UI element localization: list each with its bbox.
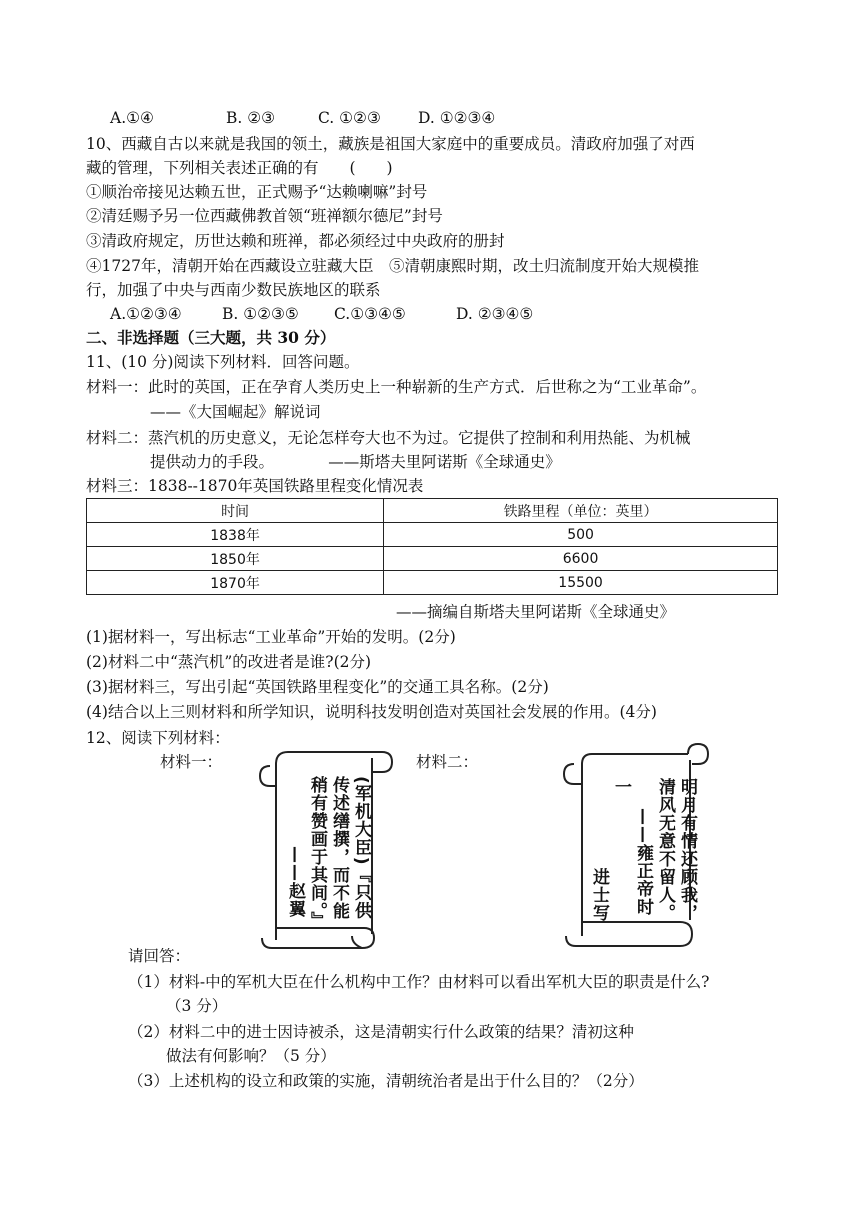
q9-option-a: A.①④ [110,109,154,127]
q10-item-3: ③清政府规定，历世达赖和班禅，都必须经过中央政府的册封 [86,232,505,250]
q10-item-1: ①顺治帝接见达赖五世，正式赐予“达赖喇嘛”封号 [86,183,428,201]
q11-material-2-line2: 提供动力的手段。 ——斯塔夫里阿诺斯《全球通史》 [150,453,561,471]
q11-material-2-line1: 材料二：蒸汽机的历史意义，无论怎样夸大也不为过。它提供了控制和利用热能、为机械 [86,429,691,447]
q9-options [110,108,495,128]
q12-stem: 12、阅读下列材料： [86,729,230,747]
table-row [87,523,778,547]
q10-stem-line1: 10、西藏自古以来就是我国的领土，藏族是祖国大家庭中的重要成员。清政府加强了对西 [86,135,695,153]
scroll-2-col-3: ——雍正帝时一 [611,778,653,916]
q12-material-1-label: 材料一： [160,753,223,771]
q9-option-d: D. ①②③④ [418,109,496,127]
q12-sub-3: （3）上述机构的设立和政策的实施，清朝统治者是出于什么目的？（2分） [128,1072,644,1090]
q10-item-2: ②清廷赐予另一位西藏佛教首领“班禅额尔德尼”封号 [86,207,443,225]
scroll-2-col-1: 明月有情还顾我， [677,778,697,922]
q11-sub-2: (2)材料二中“蒸汽机”的改进者是谁?(2分) [86,653,372,671]
table-header-row [87,499,778,523]
q10-item-4: ④1727年，清朝开始在西藏设立驻藏大臣 ⑤清朝康熙时期，改土归流制度开始大规模推 [86,257,699,275]
q10-option-c: C.①③④⑤ [334,305,406,323]
table-header-mileage: 铁路里程（单位：英里） [384,499,778,523]
table-cell: 1850年 [87,547,384,571]
scroll-1-col-1: (军机大臣)『只供 [351,776,371,920]
railway-table [86,498,778,595]
q11-sub-1: (1)据材料一，写出标志“工业革命”开始的发明。(2分) [86,628,456,646]
q11-material-3: 材料三：1838--1870年英国铁路里程变化情况表 [86,477,424,495]
table-header-time: 时间 [87,499,384,523]
table-row [87,571,778,595]
q10-item-4-cont: 行，加强了中央与西南少数民族地区的联系 [86,281,381,299]
table-row [87,547,778,571]
q12-material-2-label: 材料二： [416,753,479,771]
scroll-2-col-4: 进士写 [589,868,609,922]
q12-sub-1-line1: （1）材料-中的军机大臣在什么机构中工作？由材料可以看出军机大臣的职责是什么? [128,973,710,991]
table-cell: 6600 [384,547,778,571]
scroll-1-col-3: 稍有赞画于其间。』 [307,776,327,930]
q12-sub-2-line2: 做法有何影响？（5 分） [166,1047,336,1065]
scroll-1-text [284,776,372,936]
q11-stem: 11、(10 分)阅读下列材料．回答问题。 [86,353,360,371]
section-title: 二、非选择题（三大题，共 30 分） [86,328,336,347]
q11-material-1: 材料一：此时的英国，正在孕育人类历史上一种崭新的生产方式．后世称之为“工业革命”。 [86,378,707,396]
table-cell: 1838年 [87,523,384,547]
scroll-1-col-2: 传述缮撰，而不能 [329,776,349,920]
q9-option-b: B. ②③ [226,109,276,127]
scroll-2-col-2: 清风无意不留人。 [655,778,675,922]
q12-sub-2-line1: （2）材料二中的进士因诗被杀，这是清朝实行什么政策的结果？清初这种 [128,1023,634,1041]
q9-option-c: C. ①②③ [318,109,381,127]
q12-ask: 请回答： [128,947,191,965]
table-cell: 500 [384,523,778,547]
table-cell: 15500 [384,571,778,595]
q11-sub-4: (4)结合以上三则材料和所学知识，说明科技发明创造对英国社会发展的作用。(4分) [86,703,657,721]
q10-stem-line2: 藏的管理，下列相关表述正确的有 ( ) [86,159,393,177]
table-source: ——摘编自斯塔夫里阿诺斯《全球通史》 [396,603,676,621]
q11-material-1-source: ——《大国崛起》解说词 [150,403,321,421]
scroll-1-col-4: ——赵翼 [285,846,305,918]
q10-option-d: D. ②③④⑤ [456,305,534,323]
scroll-2-text [588,778,698,928]
table-cell: 1870年 [87,571,384,595]
q10-option-a: A.①②③④ [110,305,182,323]
q11-sub-3: (3)据材料三，写出引起“英国铁路里程变化”的交通工具名称。(2分) [86,678,549,696]
q10-option-b: B. ①②③⑤ [222,305,299,323]
q10-options [110,304,533,324]
q12-sub-1-line2: （3 分） [166,997,228,1015]
